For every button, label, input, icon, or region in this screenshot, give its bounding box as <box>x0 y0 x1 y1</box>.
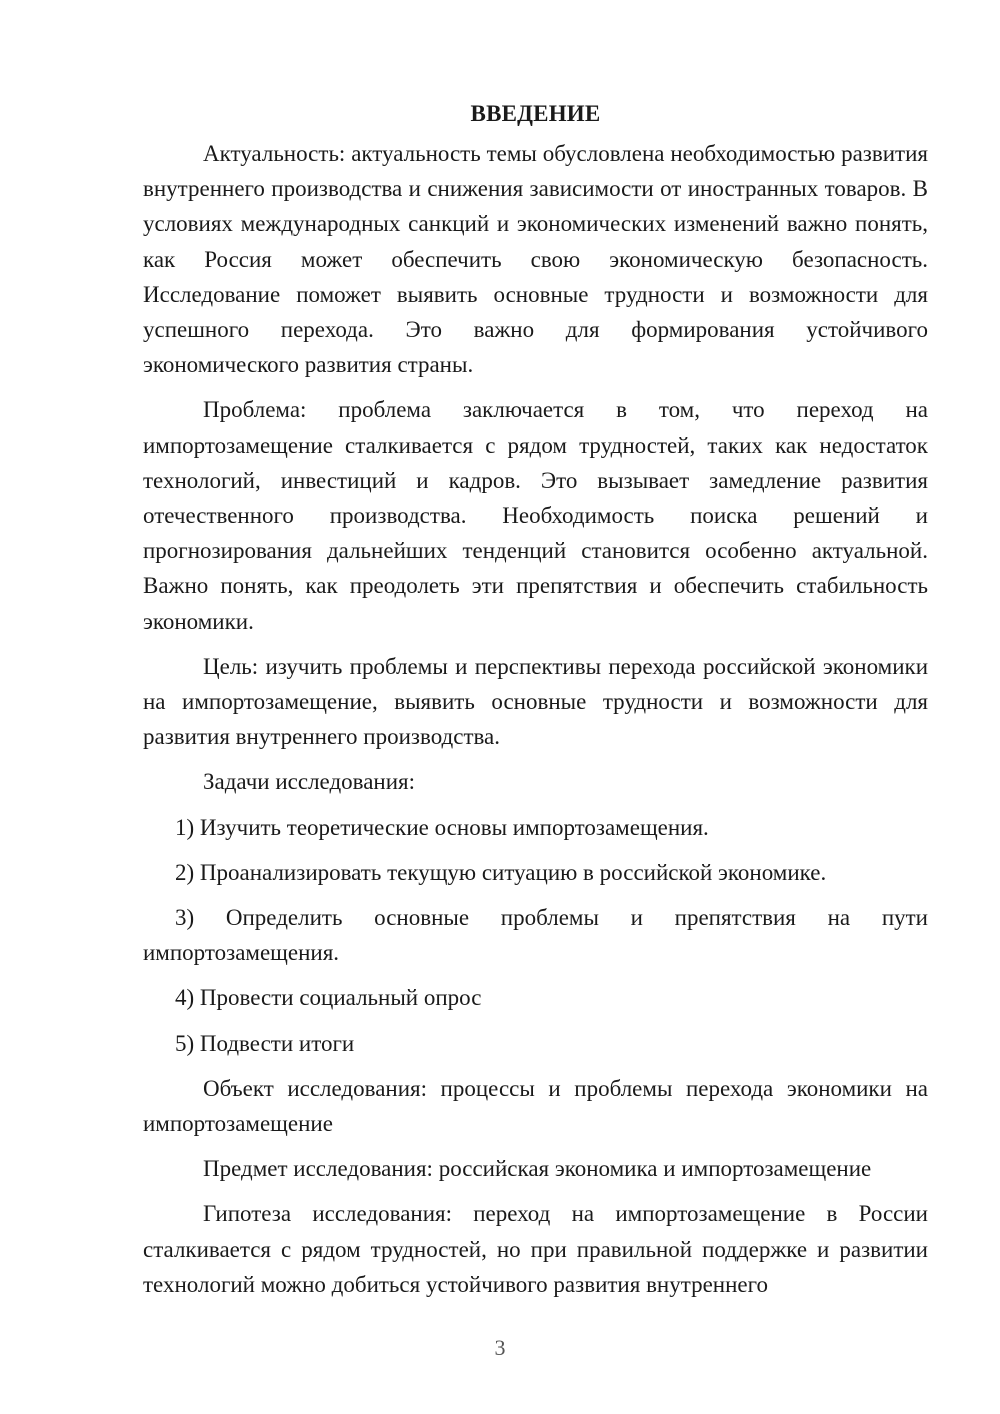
relevance-paragraph: Актуальность: актуальность темы обусловлена необходимостью развития внутреннего производства и снижения зависимости от иностранных товаров. В условиях международных санкций и экономических изменений важно понять, как Россия может обеспечить свою экономическую безопасность. Исследование поможет выявить основные трудности и возможности для успешного перехода. Это важно для формирования устойчивого экономического развития страны. <box>143 141 928 378</box>
page-content <box>143 96 928 1312</box>
tasks-heading: Задачи исследования: <box>203 769 416 795</box>
subject-paragraph: Предмет исследования: российская экономика и импортозамещение <box>203 1156 872 1182</box>
object-paragraph: Объект исследования: процессы и проблемы перехода экономики на импортозамещение <box>143 1075 928 1137</box>
page-number: 3 <box>494 1335 506 1360</box>
goal-paragraph: Цель: изучить проблемы и перспективы перехода российской экономики на импортозамещение, выявить основные трудности и возможности для развития внутреннего производства. <box>143 653 928 750</box>
task-item: 1) Изучить теоретические основы импортозамещения. <box>175 814 709 840</box>
hypothesis-paragraph: Гипотеза исследования: переход на импортозамещение в России сталкивается с рядом трудностей, но при правильной поддержке и развитии технологий можно добиться устойчивого развития внутреннего <box>143 1201 928 1297</box>
problem-paragraph: Проблема: проблема заключается в том, что переход на импортозамещение сталкивается с рядом трудностей, таких как недостаток технологий, инвестиций и кадров. Это вызывает замедление развития отечественного производства. Необходимость поиска решений и прогнозирования дальнейших тенденций становится особенно актуальной. Важно понять, как преодолеть эти препятствия и обеспечить стабильность экономики. <box>143 397 928 634</box>
task-item: 4) Провести социальный опрос <box>175 985 482 1011</box>
task-item: 2) Проанализировать текущую ситуацию в российской экономике. <box>175 859 827 885</box>
task-item: 5) Подвести итоги <box>175 1030 355 1056</box>
task-item: 3) Определить основные проблемы и препятствия на пути импортозамещения. <box>143 905 928 966</box>
section-title: ВВЕДЕНИЕ <box>470 101 601 126</box>
